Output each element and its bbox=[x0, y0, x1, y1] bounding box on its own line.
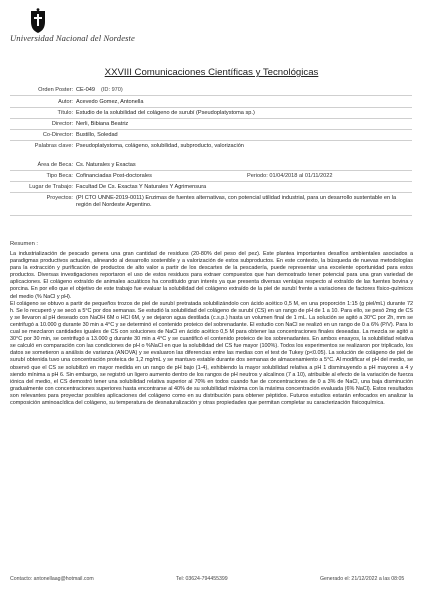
area-value: Cs. Naturales y Exactas bbox=[76, 162, 136, 168]
divider bbox=[10, 140, 412, 141]
codirector-label: Co-Director: bbox=[42, 132, 73, 138]
tipo-value: Cofinanciadas Post-doctorales bbox=[76, 173, 152, 179]
director-label: Director: bbox=[51, 121, 73, 127]
divider bbox=[10, 215, 412, 216]
proyecto-value: (PI CTO UNNE-2019-0011) Enzimas de fuentes alternativas, con potencial utilidad industrial, para un desarrollo sustentable en la región del Nordeste Argentino. bbox=[76, 195, 397, 208]
university-name: Universidad Nacional del Nordeste bbox=[10, 33, 135, 43]
area-label: Área de Beca: bbox=[37, 162, 73, 168]
generated-timestamp: Generado el: 21/12/2022 a las 08:05 bbox=[320, 576, 405, 582]
palabras-row bbox=[0, 143, 423, 153]
page-title: XXVIII Comunicaciones Científicas y Tecnológicas bbox=[104, 67, 319, 78]
proyecto-label: Proyectos: bbox=[46, 195, 73, 201]
divider bbox=[10, 95, 412, 96]
titulo-value: Estudio de la solubilidad del colágeno de surubí (Pseudoplatystoma sp.) bbox=[76, 110, 255, 116]
titulo-label: Título: bbox=[57, 110, 73, 116]
autor-label: Autor: bbox=[58, 99, 73, 105]
resumen-paragraph: La industrialización de pescado genera una gran cantidad de residuos (20-80% del peso del pez). Este plantea importantes desafíos ambientales asociados a paradigmas productivos actuales, alineando al desarrollo sostenible y a valorización de estos subproductos. En este contexto, la búsqueda de nuevas metodologías para la extracción y purificación de productos de alto valor a partir de los descartes de la pescadería, puede representar una excelente oportunidad para estos productos. Diversas investigaciones reportaron el uso de estos residuos para extraer compuestos que han demostrado tener potencial para una gran variedad de aplicaciones. El colágeno extraído de animales acuáticos ha constituido gran interés ya que presenta diversas ventajas respecto al extraído de las fuentes bovina y porcina. En por ello que el objetivo de este trabajo fue evaluar la solubilidad del colágeno extraído de la piel de surubí frente a variaciones de factores físico-químicos del medio (% NaCl y pH). bbox=[10, 251, 413, 300]
resumen-paragraph: El colágeno se obtuvo a partir de pequeños trozos de piel de surubí pretratada solubilizándolo con ácido acético 0,5 M, en una proporción 1:15 (g piel/mL) durante 72 h. Se lo recuperó y se secó a 5°C por dos semanas. Se estudió la solubilidad del colágeno de surubí (CS) en un rango de pH de 1 a 10. Para ello, se pesó 2mg de CS y se llevaron al pH deseado con NaOH 6M o HCl 6M, y se dejaron agua destilada (c.s.p.) hasta un volumen final de 1 mL. La solución se agitó a 30°C por 2h, mm se centrifugó a 10.000 g durante 30 min a 4°C y se determinó el contenido proteico del sobrenadante. El estudio con NaCl se realizó en un rango de 0 a 6% (P/V). Para lo cual se mezclaron cantidades iguales de CS con soluciones de NaCl en ácido acético 0,5 M para obtener las concentraciones finales deseadas. La mezcla se agitó a 30°C por 30 min, se centrifugó a 13.000 g durante 30 min a 4°C y se cuantificó el contenido proteico de los sobrenadantes. En ambos ensayos, la solubilidad relativa se calculó en comparación con las condiciones de pH o %NaCl en que la solubilidad del CS fue mayor (100%). Todos los experimentos se realizaron por triplicado, los datos se sometieron a análisis de varianza (ANOVA) y se evaluaron las diferencias entre las medias con el test de Tukey (p<0.05). La solución de colágeno de piel de surubí obtenida tuvo una concentración proteica de 1,2 mg/mL y se mantuvo estable durante dos semanas de almacenamiento a 5°C. Al modificar el pH del medio, se observó que el CS se solubilizó en mayor medida en un rango de pH bajo (1-4), exhibiendo la mayor solubilidad relativa a pH 1 disminuyendo a pH mayores a 4 y siendo mínima a pH 6. Sin embargo, se registró un ligero aumento dentro de los rangos de pH neutros y alcalinos (7 a 10), atribuible al efecto de la variación de fuerza iónica del medio, el CS demostró tener una solubilidad relativa superior al 70% en todos cuando fue de concentraciones de 0 a 3% de NaCl, una baja disminución gradualmente con concentraciones superiores hasta encontrarse al 40% de su solubilidad máxima con la máxima concentración evaluada (6% NaCl). Estos resultados son relevantes para proyectar posibles aplicaciones del colágeno como en su distribución para obtener péptidos. Futuros estudios estarán enfocados en analizar la composición aminoacídica del colágeno, su temperatura de desnaturalización y otras propiedades que permitan completar su caracterización fisicoquímica. bbox=[10, 300, 413, 406]
codirector-value: Bustillo, Soledad bbox=[76, 132, 118, 138]
divider bbox=[10, 107, 412, 108]
divider bbox=[10, 192, 412, 193]
divider bbox=[10, 118, 412, 119]
divider bbox=[10, 129, 412, 130]
contact-phone: Tel: 03624-794455399 bbox=[176, 576, 228, 582]
divider bbox=[10, 170, 412, 171]
lugar-value: Facultad De Cs. Exactas Y Naturales Y Agrimensura bbox=[76, 184, 207, 190]
periodo-value: Periodo: 01/04/2018 al 01/11/2022 bbox=[247, 173, 333, 179]
orden-label: Orden Poster: bbox=[38, 87, 73, 93]
director-value: Nerli, Bibiana Beatriz bbox=[76, 121, 129, 127]
palabras-label: Palabras clave: bbox=[34, 143, 73, 149]
university-logo-icon bbox=[29, 8, 47, 34]
resumen-body bbox=[10, 251, 413, 407]
lugar-label: Lugar de Trabajo: bbox=[29, 184, 73, 190]
contact-email: Contacto: antonellaag@hotmail.com bbox=[10, 576, 94, 582]
autor-value: Acevedo Gomez, Antonella bbox=[76, 99, 144, 105]
orden-value: CE-049 bbox=[76, 87, 95, 93]
palabras-value: Pseudoplatystoma, colágeno, solubilidad, subproducto, valorización bbox=[76, 143, 244, 149]
resumen-label: Resumen : bbox=[10, 241, 39, 247]
tipo-label: Tipo Beca: bbox=[46, 173, 73, 179]
orden-id: (ID: 970) bbox=[101, 87, 123, 93]
proyecto-row bbox=[0, 195, 423, 213]
divider bbox=[10, 181, 412, 182]
